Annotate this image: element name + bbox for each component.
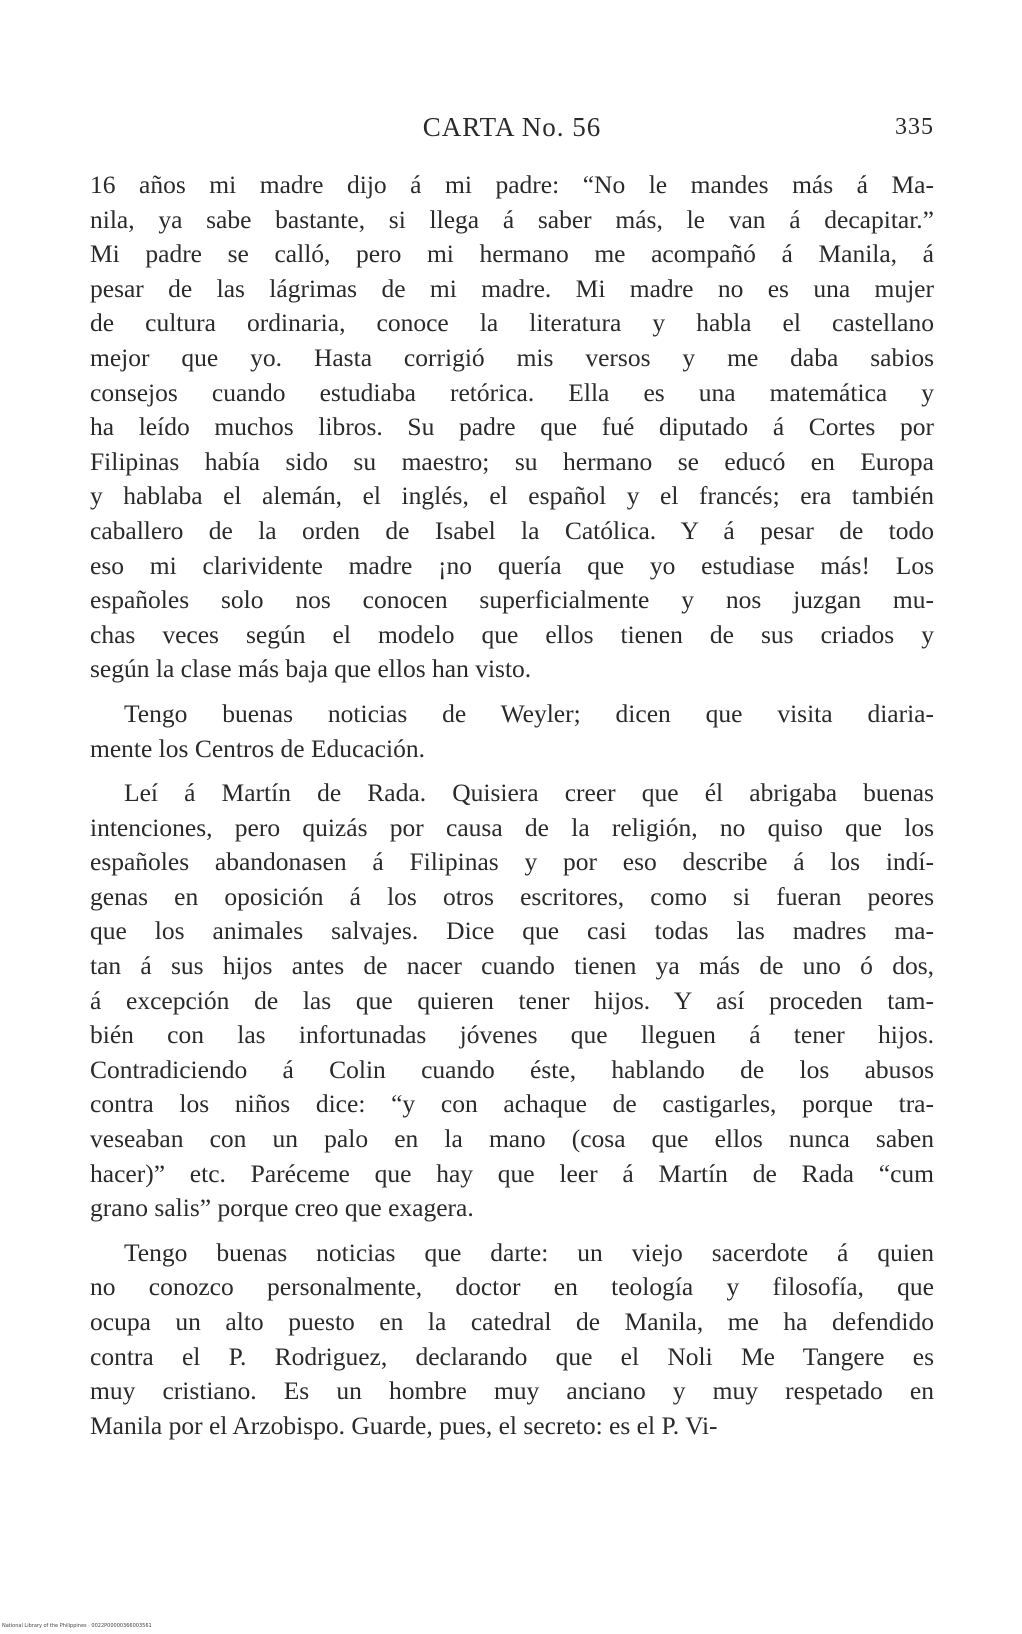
text-line: ocupa un alto puesto en la catedral de Manila, me ha defendido xyxy=(90,1307,934,1336)
text-line: tan á sus hijos antes de nacer cuando tienen ya más de uno ó dos, xyxy=(90,951,934,981)
text-line: hacer)” etc. Paréceme que hay que leer á Martín de Rada “cum xyxy=(90,1158,934,1188)
text-line: contra el P. Rodriguez, declarando que el Noli Me Tangere es xyxy=(90,1341,934,1371)
text-line: españoles abandonasen á Filipinas y por eso describe á los indí- xyxy=(90,847,934,877)
text-line: veseaban con un palo en la mano (cosa que ellos nunca saben xyxy=(90,1124,934,1154)
text-line: caballero de la orden de Isabel la Católica. Y á pesar de todo xyxy=(90,515,934,545)
paragraph xyxy=(90,776,934,1226)
paragraph xyxy=(90,168,934,687)
paragraph xyxy=(90,697,934,766)
source-note: National Library of the Philippines · 0022P00000366003561 xyxy=(2,1623,152,1629)
text-line: ha leído muchos libros. Su padre que fué diputado á Cortes por xyxy=(90,412,934,442)
text-line: consejos cuando estudiaba retórica. Ella es una matemática y xyxy=(90,377,934,407)
page-header xyxy=(90,108,934,148)
text-line: muy cristiano. Es un hombre muy anciano y muy respetado en xyxy=(90,1376,934,1406)
page-body xyxy=(90,168,934,1443)
text-line: á excepción de las que quieren tener hijos. Y así proceden tam- xyxy=(90,985,934,1015)
text-line: que los animales salvajes. Dice que casi todas las madres ma- xyxy=(90,916,934,946)
text-line: españoles solo nos conocen superficialmente y nos juzgan mu- xyxy=(90,585,934,615)
text-line: contra los niños dice: “y con achaque de castigarles, porque tra- xyxy=(90,1089,934,1119)
text-line: Tengo buenas noticias que darte: un viejo sacerdote á quien xyxy=(124,1237,934,1267)
text-line: mejor que yo. Hasta corrigió mis versos y me daba sabios xyxy=(90,342,934,372)
text-line: Manila por el Arzobispo. Guarde, pues, el secreto: es el P. Vi- xyxy=(90,1410,718,1440)
text-line: Mi padre se calló, pero mi hermano me acompañó á Manila, á xyxy=(90,239,934,269)
text-line: bién con las infortunadas jóvenes que lleguen á tener hijos. xyxy=(90,1020,934,1050)
text-line: nila, ya sabe bastante, si llega á saber más, le van á decapitar.” xyxy=(90,204,934,234)
text-line: 16 años mi madre dijo á mi padre: “No le mandes más á Ma- xyxy=(90,170,934,199)
running-title: CARTA No. 56 xyxy=(422,112,602,142)
text-line: chas veces según el modelo que ellos tienen de sus criados y xyxy=(90,619,934,649)
text-line: eso mi clarividente madre ¡no quería que yo estudiase más! Los xyxy=(90,550,934,580)
text-line: mente los Centros de Educación. xyxy=(90,733,425,763)
paragraph xyxy=(90,1236,934,1444)
text-line: pesar de las lágrimas de mi madre. Mi madre no es una mujer xyxy=(90,273,934,303)
page-number: 335 xyxy=(895,114,934,140)
text-line: Leí á Martín de Rada. Quisiera creer que él abrigaba buenas xyxy=(124,778,934,808)
text-line: Tengo buenas noticias de Weyler; dicen que visita diaria- xyxy=(124,698,934,728)
text-line: intenciones, pero quizás por causa de la religión, no quiso que los xyxy=(90,812,934,842)
text-line: grano salis” porque creo que exagera. xyxy=(90,1193,474,1223)
text-line: Filipinas había sido su maestro; su hermano se educó en Europa xyxy=(90,446,934,476)
text-line: genas en oposición á los otros escritores, como si fueran peores xyxy=(90,881,934,911)
text-line: según la clase más baja que ellos han visto. xyxy=(90,654,532,684)
text-line: y hablaba el alemán, el inglés, el español y el francés; era también xyxy=(90,481,934,511)
text-line: no conozco personalmente, doctor en teología y filosofía, que xyxy=(90,1272,934,1302)
text-line: de cultura ordinaria, conoce la literatura y habla el castellano xyxy=(90,308,934,338)
text-line: Contradiciendo á Colin cuando éste, hablando de los abusos xyxy=(90,1054,934,1084)
